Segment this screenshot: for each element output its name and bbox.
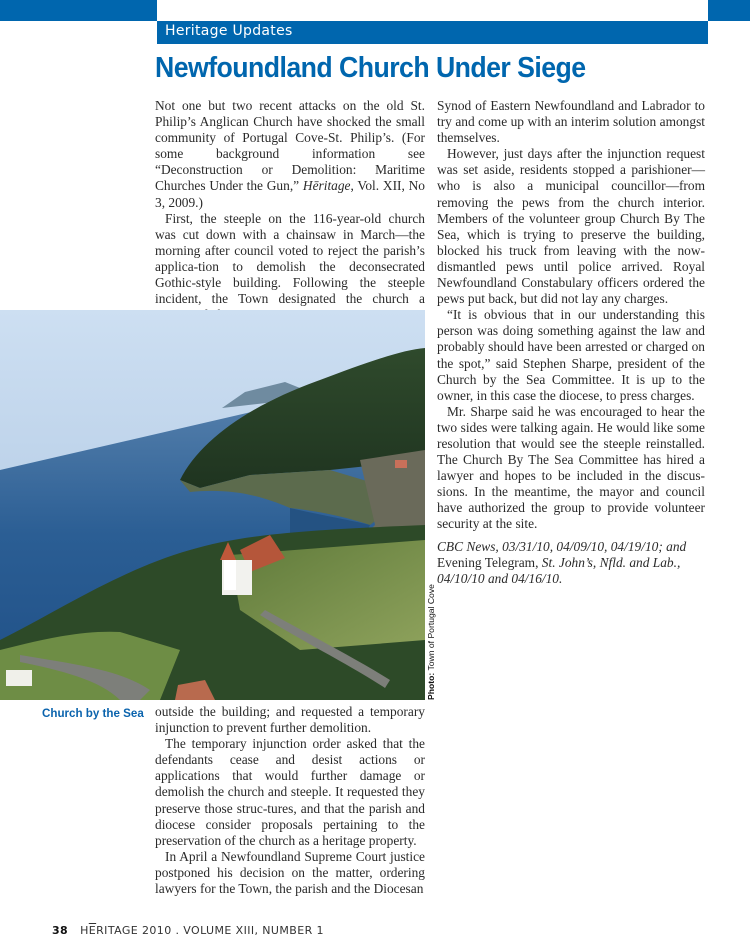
publication-name: $H\overline{E}RITAGE$ 2010 . VOLUME XIII, NUMBER 1 (80, 924, 324, 937)
column-1-bottom (155, 704, 425, 897)
paragraph: First, the steeple on the 116-year-old church was cut down with a chainsaw in March—the morning after council voted to reject the parish’s applica-tion to demolish the deconsecrated Gothic-style building. Following the steeple incident, the Town designated the church a (155, 210, 425, 307)
column-1-top (155, 98, 425, 339)
column-2 (437, 98, 705, 587)
paragraph: Not one but two recent attacks on the old St. Philip’s Anglican Church have shocked the small community of Portugal Cove-St. Philip’s. (For some background information see “Deconstruction or Demolition: Maritime Churches Under the Gun,” Hēritage, Vol. XII, No 3, 2009.) (155, 98, 425, 210)
paragraph: However, just days after the injunction request was set aside, residents stopped a parishioner—who is also a municipal councillor—from removing the pews from the church interior. Members of the volunteer group Church By The Sea, which is trying to preserve the building, blocked his truck from leaving with the now-dismantled pews until police arrived. Royal Newfoundland Constabulary officers ordered the pews put back, but did not lay any charges. (437, 146, 705, 307)
photo-caption: Church by the Sea (42, 707, 144, 720)
magazine-name: Hēritage (302, 178, 351, 194)
section-header-bar (157, 21, 708, 44)
source-citation: CBC News, 03/31/10, 04/09/10, 04/19/10; and Evening Telegram, St. John’s, Nfld. and Lab., 04/10/10 and 04/16/10. (437, 538, 687, 586)
church-aerial-photo (0, 310, 425, 700)
paragraph: Synod of Eastern Newfoundland and Labrador to try and come up with an interim solution amongst themselves. (437, 98, 705, 146)
decorative-bar-left (0, 0, 157, 21)
decorative-bar-right (708, 0, 750, 21)
paragraph: In April a Newfoundland Supreme Court justice postponed his decision on the matter, ordering lawyers for the Town, the parish and the Diocesan (155, 848, 425, 897)
paragraph: Mr. Sharpe said he was encouraged to hear the two sides were talking again. He would like some resolution that would see the steeple reinstalled. The Church By The Sea Committee has hired a lawyer and hopes to be included in the discus-sions. In the meantime, the mayor and council have authorized the group to provide volunteer security at the site. (437, 403, 705, 532)
section-label: Heritage Updates (165, 23, 293, 39)
photo-credit: Photo: Town of Portugal Cove (425, 310, 437, 700)
page-footer (52, 924, 324, 937)
page-number: 38 (52, 924, 69, 937)
paragraph: outside the building; and requested a temporary injunction to prevent further demolition. (155, 704, 425, 736)
paragraph: The temporary injunction order asked that the defendants cease and desist actions or applications that would further damage or demolish the church and steeple. It requested they preserve those struc-tures, and that the parish and diocese consider proposals pertaining to the preservation of the church as a heritage property. (155, 736, 425, 848)
article-title: Newfoundland Church Under Siege (155, 52, 586, 84)
paragraph: “It is obvious that in our understanding this person was doing something against the law and probably should have been arrested or charged on the spot,” said Stephen Sharpe, president of the Church by the Sea Committee. It is up to the owner, in this case the diocese, to press charges. (437, 307, 705, 403)
